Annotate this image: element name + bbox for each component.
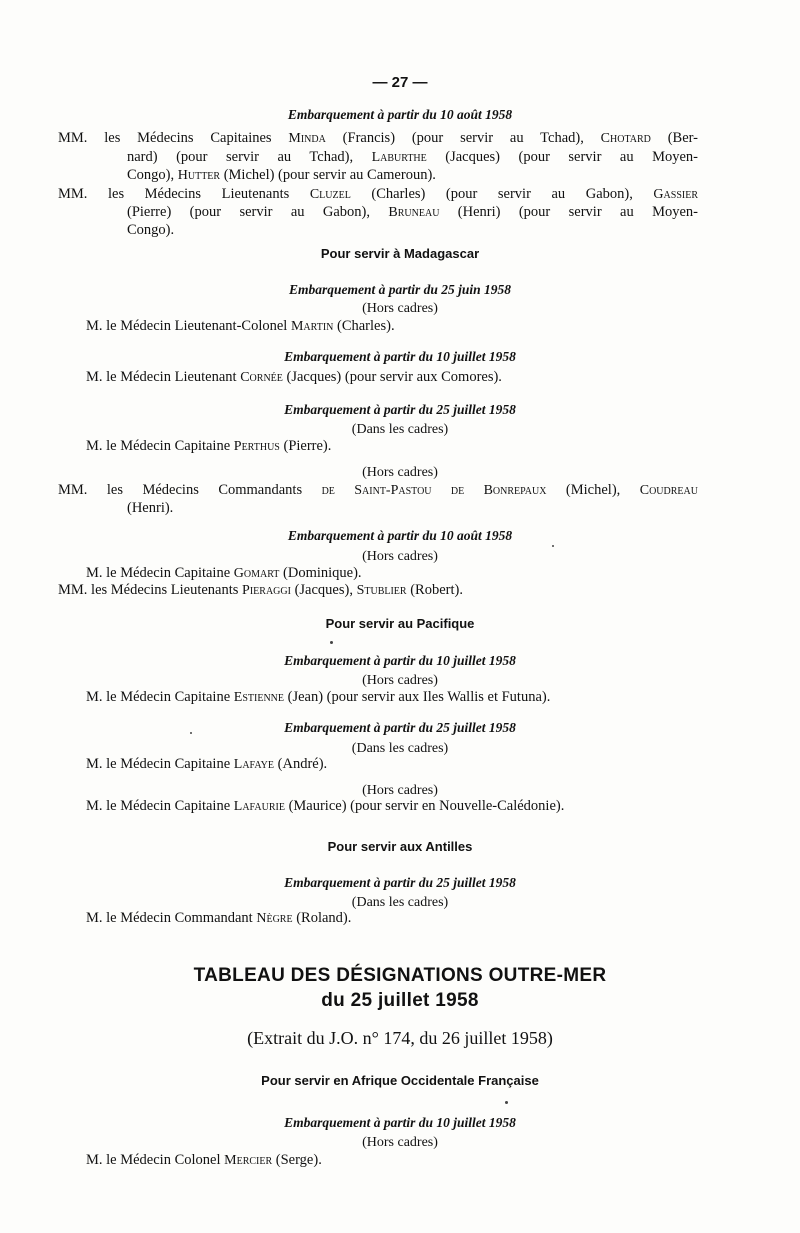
text-line: MM. les Médecins Capitaines Minda (Francis) (pour servir au Tchad), Chotard (Ber- (58, 130, 699, 146)
text-line: MM. les Médecins Commandants de Saint-Pastou de Bonrepaux (Michel), Coudreau (58, 482, 698, 498)
embarkation-date: Embarquement à partir du 10 juillet 1958 (284, 1115, 516, 1130)
embarkation-date: Embarquement à partir du 10 juillet 1958 (284, 349, 516, 364)
text-line: MM. les Médecins Lieutenants Cluzel (Charles) (pour servir au Gabon), Gassier (58, 186, 698, 202)
cadre-status: (Hors cadres) (362, 1135, 438, 1150)
section-heading: Pour servir aux Antilles (327, 839, 473, 854)
embarkation-date: Embarquement à partir du 25 juillet 1958 (284, 875, 516, 890)
text-line: M. le Médecin Capitaine Perthus (Pierre). (86, 438, 332, 454)
text-line: (Henri). (127, 500, 174, 516)
text-line: M. le Médecin Capitaine Estienne (Jean) (pour servir aux Iles Wallis et Futuna). (86, 689, 551, 705)
text-line: M. le Médecin Lieutenant Cornée (Jacques) (pour servir aux Comores). (86, 369, 502, 385)
text-line: Congo). (127, 222, 175, 238)
table-title: TABLEAU DES DÉSIGNATIONS OUTRE-MER (193, 965, 607, 986)
table-subtitle: du 25 juillet 1958 (321, 990, 479, 1011)
text-line: M. le Médecin Commandant Nègre (Roland). (86, 910, 352, 926)
text-line: nard) (pour servir au Tchad), Laburthe (Jacques) (pour servir au Moyen- (127, 149, 698, 165)
cadre-status: (Hors cadres) (362, 783, 438, 798)
embarkation-date: Embarquement à partir du 10 août 1958 (287, 107, 513, 122)
section-heading: Pour servir au Pacifique (325, 616, 475, 631)
text-line: M. le Médecin Capitaine Lafaye (André). (86, 756, 328, 772)
cadre-status: (Hors cadres) (362, 549, 438, 564)
section-heading: Pour servir à Madagascar (320, 246, 480, 261)
cadre-status: (Hors cadres) (362, 673, 438, 688)
cadre-status: (Hors cadres) (362, 301, 438, 316)
text-line: Congo), Hutter (Michel) (pour servir au Cameroun). (127, 167, 436, 183)
text-line: M. le Médecin Lieutenant-Colonel Martin (Charles). (86, 318, 395, 334)
page-number: — 27 — (372, 74, 428, 91)
cadre-status: (Dans les cadres) (351, 895, 449, 910)
extract-reference: (Extrait du J.O. n° 174, du 26 juillet 1958) (247, 1028, 553, 1048)
embarkation-date: Embarquement à partir du 10 août 1958 (287, 528, 513, 543)
embarkation-date: Embarquement à partir du 25 juin 1958 (288, 282, 512, 297)
embarkation-date: Embarquement à partir du 25 juillet 1958 (284, 720, 516, 735)
text-line: M. le Médecin Colonel Mercier (Serge). (86, 1152, 322, 1168)
text-line: MM. les Médecins Lieutenants Pieraggi (Jacques), Stublier (Robert). (58, 582, 463, 598)
section-heading: Pour servir en Afrique Occidentale Française (261, 1073, 539, 1088)
text-line: (Pierre) (pour servir au Gabon), Bruneau (Henri) (pour servir au Moyen- (127, 204, 699, 220)
cadre-status: (Dans les cadres) (351, 741, 449, 756)
cadre-status: (Hors cadres) (362, 465, 438, 480)
scan-speck (330, 641, 333, 644)
embarkation-date: Embarquement à partir du 25 juillet 1958 (284, 402, 516, 417)
scan-speck (552, 545, 554, 547)
cadre-status: (Dans les cadres) (351, 422, 449, 437)
scan-speck (190, 732, 192, 734)
scan-speck (505, 1101, 508, 1104)
text-line: M. le Médecin Capitaine Gomart (Dominique). (86, 565, 362, 581)
text-line: M. le Médecin Capitaine Lafaurie (Maurice) (pour servir en Nouvelle-Calédonie). (86, 798, 565, 814)
embarkation-date: Embarquement à partir du 10 juillet 1958 (284, 653, 516, 668)
